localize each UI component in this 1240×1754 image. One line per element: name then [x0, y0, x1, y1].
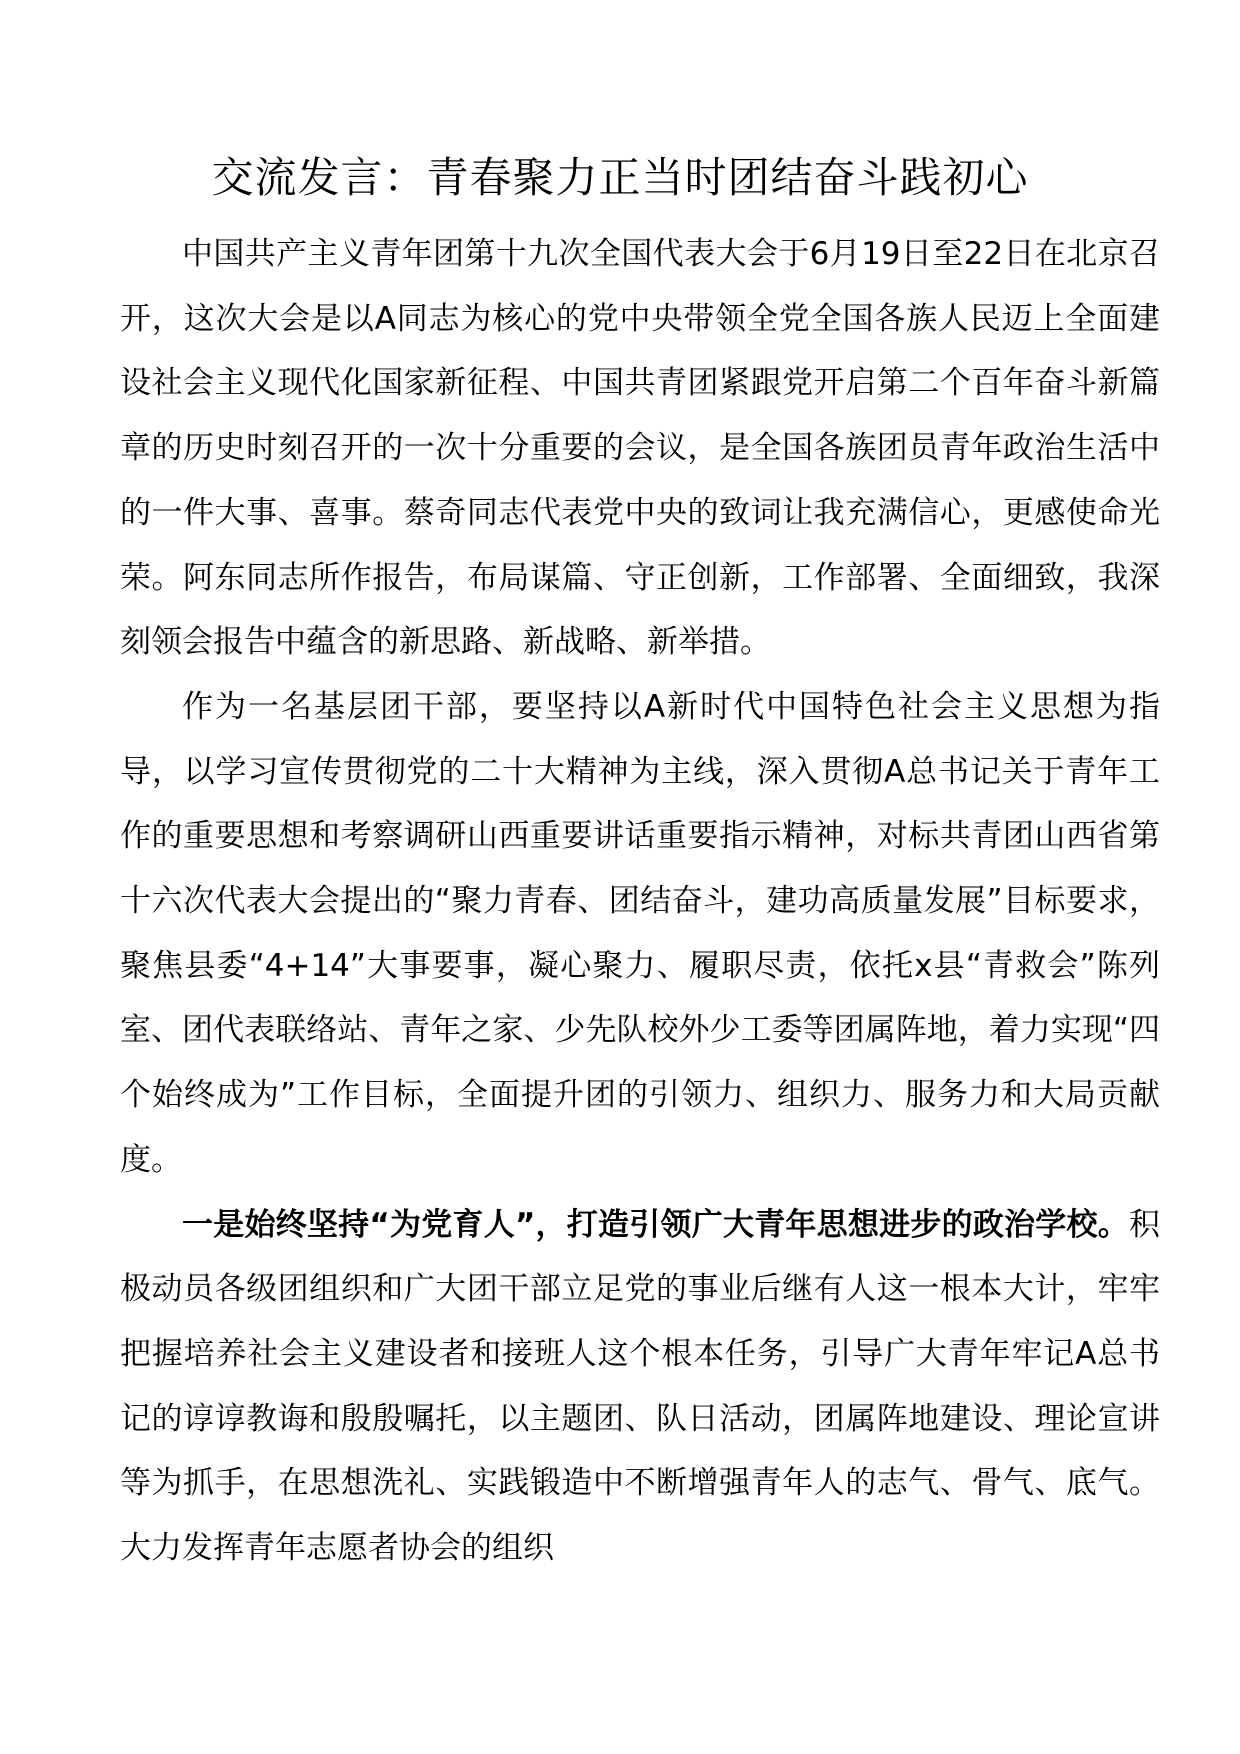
paragraph-3-text: 积极动员各级团组织和广大团干部立足党的事业后继有人这一根本大计，牢牢把握培养社会主义建设者和接班人这个根本任务，引导广大青年牢记A总书记的谆谆教诲和殷殷嘱托，以主题团、队日活动，团属阵地建设、理论宣讲等为抓手，在思想洗礼、实践锻造中不断增强青年人的志气、骨气、底气。大力发挥青年志愿者协会的组织: [120, 1206, 1160, 1567]
paragraph-2: [120, 675, 1160, 1193]
document-body: [120, 222, 1160, 1581]
paragraph-3: [120, 1193, 1160, 1581]
paragraph-3-lead: 一是始终坚持“为党育人”，打造引领广大青年思想进步的政治学校。: [182, 1206, 1129, 1243]
paragraph-2-text: 作为一名基层团干部，要坚持以A新时代中国特色社会主义思想为指导，以学习宣传贯彻党的二十大精神为主线，深入贯彻A总书记关于青年工作的重要思想和考察调研山西重要讲话重要指示精神，对标共青团山西省第十六次代表大会提出的“聚力青春、团结奋斗，建功高质量发展”目标要求，聚焦县委“4+14”大事要事，凝心聚力、履职尽责，依托x县“青救会”陈列室、团代表联络站、青年之家、少先队校外少工委等团属阵地，着力实现“四个始终成为”工作目标，全面提升团的引领力、组织力、服务力和大局贡献度。: [120, 688, 1160, 1178]
paragraph-1-text: 中国共产主义青年团第十九次全国代表大会于6月19日至22日在北京召开，这次大会是以A同志为核心的党中央带领全党全国各族人民迈上全面建设社会主义现代化国家新征程、中国共青团紧跟党开启第二个百年奋斗新篇章的历史时刻召开的一次十分重要的会议，是全国各族团员青年政治生活中的一件大事、喜事。蔡奇同志代表党中央的致词让我充满信心，更感使命光荣。阿东同志所作报告，布局谋篇、守正创新，工作部署、全面细致，我深刻领会报告中蕴含的新思路、新战略、新举措。: [120, 236, 1160, 661]
paragraph-1: [120, 222, 1160, 675]
document-title: 交流发言：青春聚力正当时团结奋斗践初心: [211, 153, 1029, 202]
